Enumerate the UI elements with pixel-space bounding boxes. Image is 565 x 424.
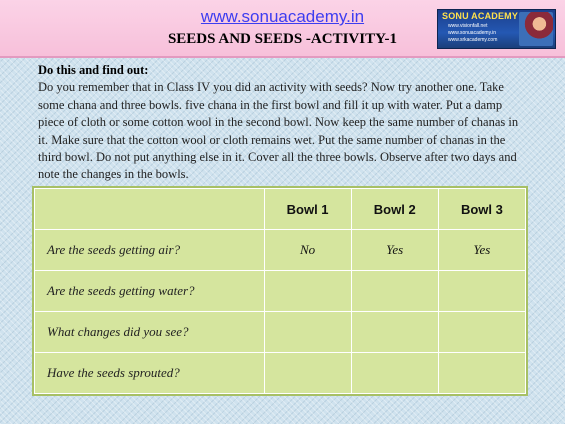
activity-heading: Do this and find out: — [38, 63, 149, 77]
header-cell-bowl2: Bowl 2 — [351, 189, 438, 230]
answer-cell — [438, 353, 525, 394]
table-row — [35, 230, 526, 271]
answer-cell — [264, 271, 351, 312]
table-header-row — [35, 189, 526, 230]
table-row — [35, 353, 526, 394]
answer-cell — [438, 271, 525, 312]
activity-paragraph: Do you remember that in Class IV you did an activity with seeds? Now try another one. Take some chana and three bowls. five chana in the first bowl and fill it up with water. Put a damp piece of cloth or some cotton wool in the second bowl. Now keep the same number of chanas in it. Make sure that the cotton wool or cloth remains wet. Put the same number of chanas in the third bowl. Do not put anything else in it. Cover all the three bowls. Observe after two days and note the changes in the bowls. — [38, 80, 519, 182]
observation-table — [32, 186, 528, 396]
question-cell: Have the seeds sprouted? — [35, 353, 265, 394]
logo-line: www.srkacademy.com — [448, 37, 498, 43]
header-banner — [0, 0, 565, 58]
table-row — [35, 312, 526, 353]
question-cell: What changes did you see? — [35, 312, 265, 353]
logo-title: SONU ACADEMY — [442, 11, 519, 21]
logo-photo — [519, 12, 553, 46]
answer-cell — [264, 312, 351, 353]
answer-cell — [438, 312, 525, 353]
question-cell: Are the seeds getting water? — [35, 271, 265, 312]
answer-cell: No — [264, 230, 351, 271]
answer-cell — [351, 353, 438, 394]
site-link[interactable]: www.sonuacademy.in — [200, 7, 365, 26]
header-cell-bowl1: Bowl 1 — [264, 189, 351, 230]
answer-cell — [351, 312, 438, 353]
activity-text — [38, 62, 528, 184]
answer-cell — [351, 271, 438, 312]
header-cell-empty — [35, 189, 265, 230]
logo-line: www.sonuacademy.in — [448, 30, 496, 36]
question-cell: Are the seeds getting air? — [35, 230, 265, 271]
answer-cell — [264, 353, 351, 394]
header-cell-bowl3: Bowl 3 — [438, 189, 525, 230]
logo-line: www.visionfall.net — [448, 23, 488, 29]
page-title: SEEDS AND SEEDS -ACTIVITY-1 — [167, 31, 398, 47]
table-row — [35, 271, 526, 312]
answer-cell: Yes — [351, 230, 438, 271]
answer-cell: Yes — [438, 230, 525, 271]
logo — [437, 9, 556, 49]
